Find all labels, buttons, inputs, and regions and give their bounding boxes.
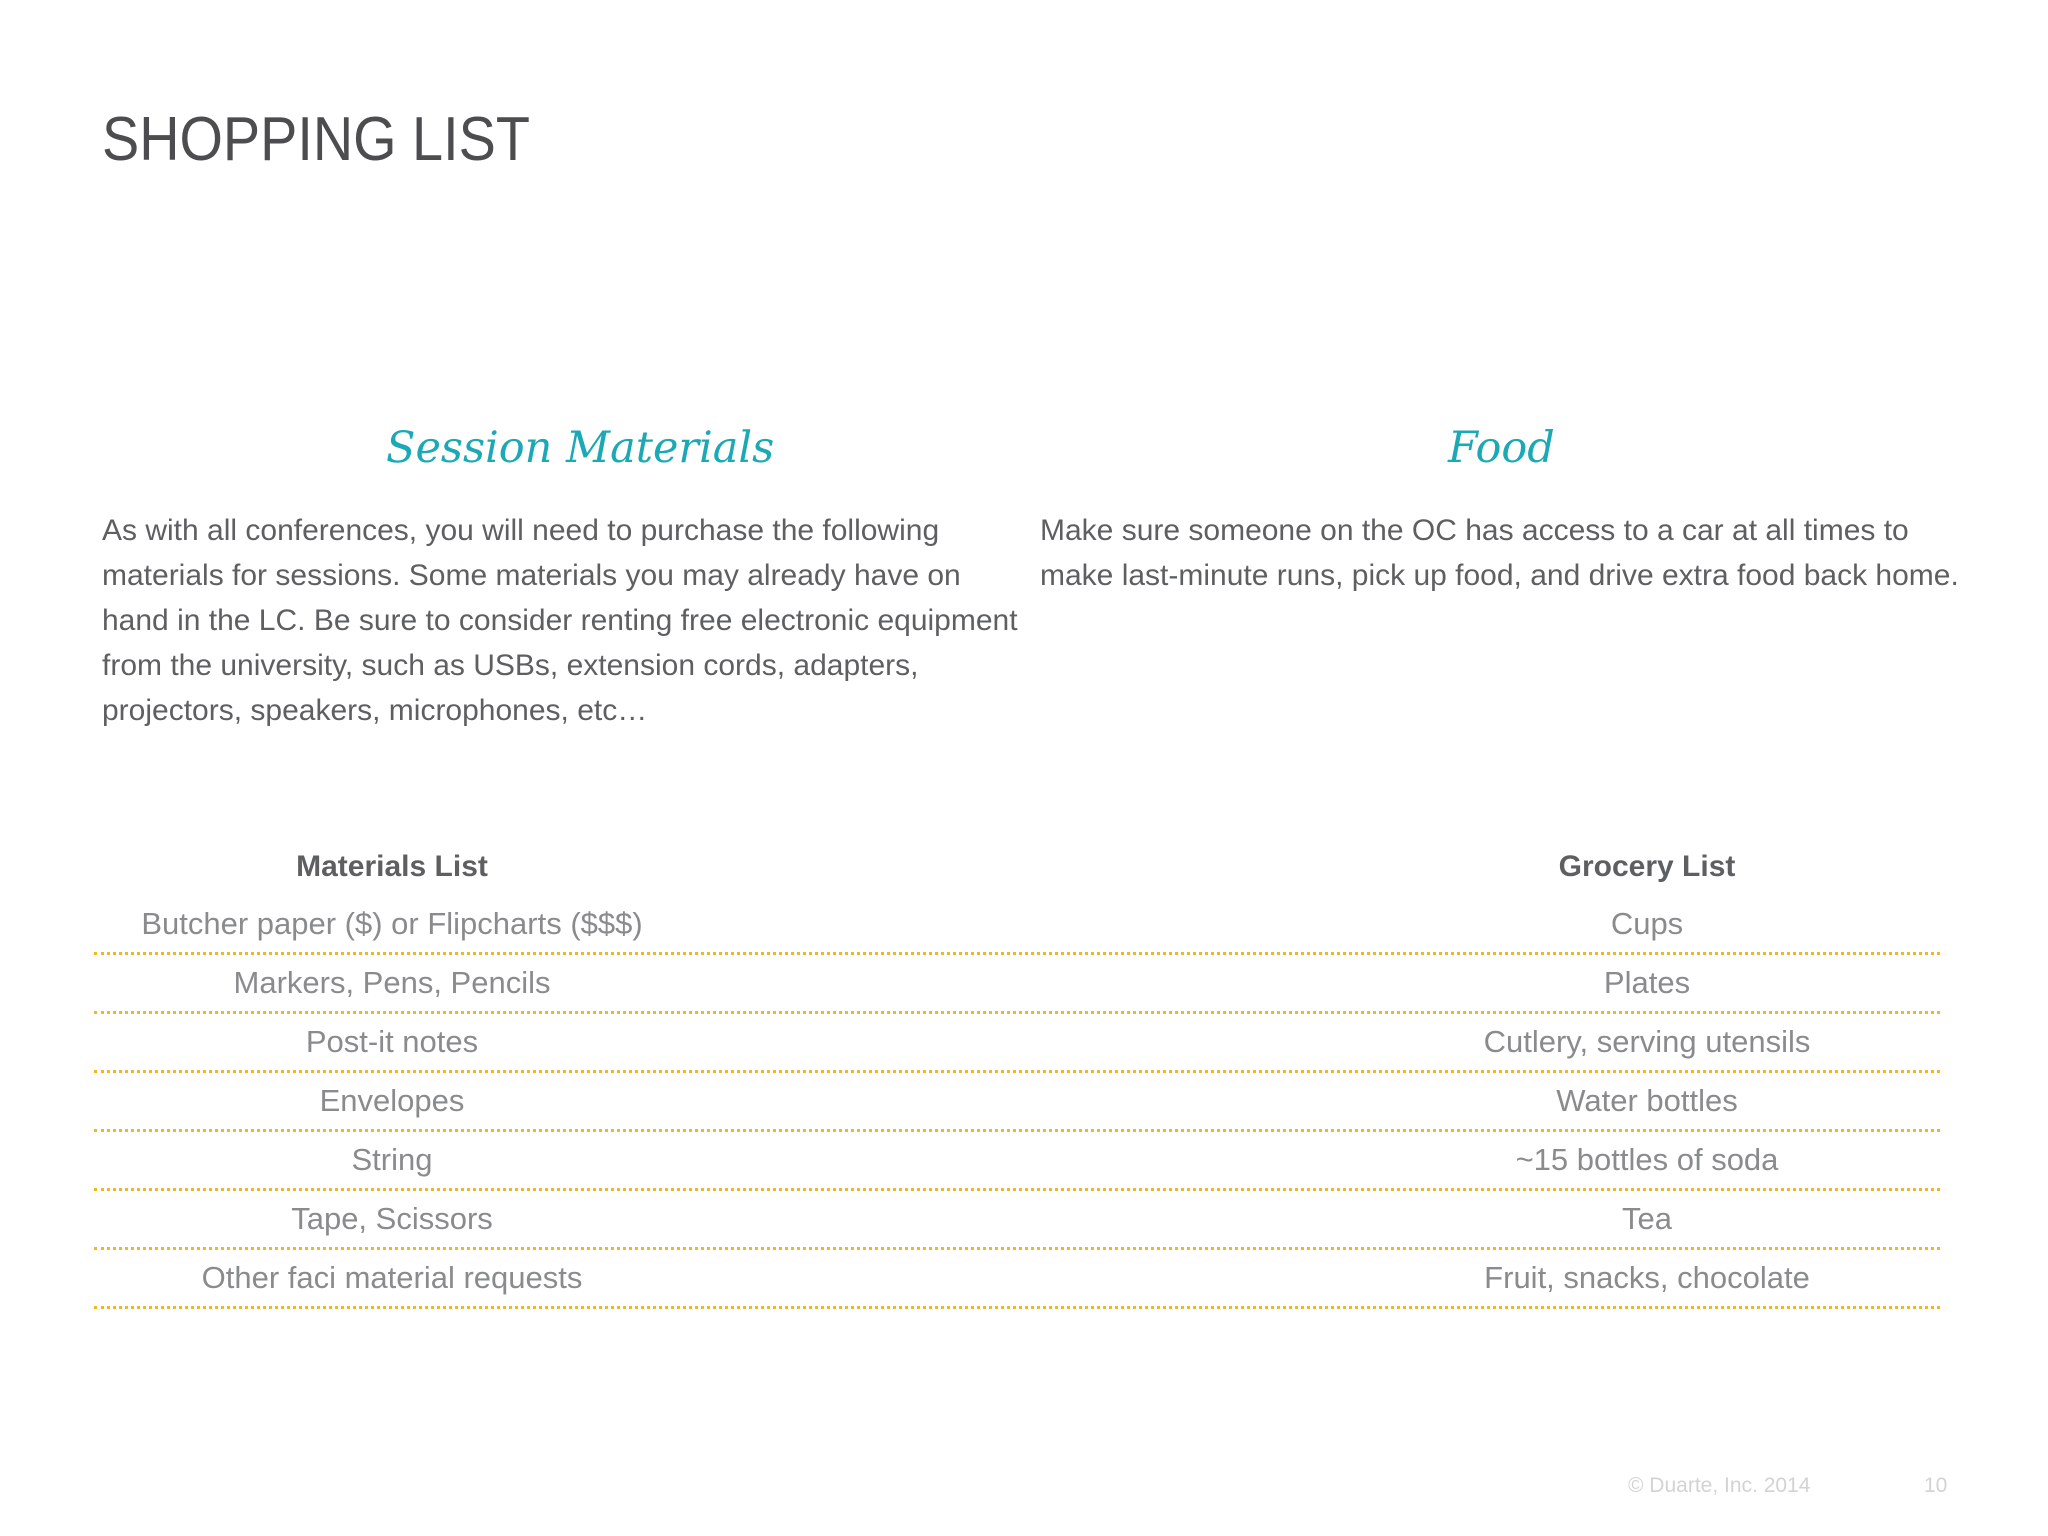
shopping-lists: [94, 838, 1940, 1309]
materials-list-header: Materials List: [296, 850, 488, 883]
material-item: Other faci material requests: [201, 1260, 583, 1295]
grocery-item: Cutlery, serving utensils: [1483, 1024, 1811, 1059]
material-item: Post-it notes: [305, 1024, 479, 1059]
list-row: [94, 955, 1940, 1014]
page-title: SHOPPING LIST: [102, 105, 530, 174]
list-row: [94, 1250, 1940, 1309]
material-item: Butcher paper ($) or Flipcharts ($$$): [141, 906, 643, 941]
list-row: [94, 896, 1940, 955]
session-materials-heading: Session Materials: [386, 423, 775, 473]
grocery-list-header: Grocery List: [1558, 850, 1736, 883]
lists-header-row: [94, 838, 1940, 896]
list-row: [94, 1191, 1940, 1250]
material-item: Tape, Scissors: [291, 1201, 493, 1236]
grocery-item: Water bottles: [1556, 1083, 1738, 1118]
footer-copyright: © Duarte, Inc. 2014: [1628, 1474, 1811, 1497]
list-row: [94, 1132, 1940, 1191]
food-heading: Food: [1448, 423, 1555, 473]
page-number: 10: [1924, 1474, 1948, 1497]
material-item: Envelopes: [319, 1083, 465, 1118]
food-body: Make sure someone on the OC has access to a car at all times to make last-minute runs, pick up food, and drive extra food back home.: [1040, 514, 1959, 592]
grocery-item: Fruit, snacks, chocolate: [1484, 1260, 1810, 1295]
grocery-item: Plates: [1603, 965, 1691, 1000]
session-materials-body: As with all conferences, you will need to purchase the following materials for sessions. Some materials you may already have on hand in the LC. Be sure to consider renting free electronic equipment from the university, such as USBs, extension cords, adapters, projectors, speakers, microphones, etc…: [102, 514, 1018, 727]
grocery-item: ~15 bottles of soda: [1515, 1142, 1779, 1177]
grocery-item: Cups: [1610, 906, 1684, 941]
list-row: [94, 1073, 1940, 1132]
grocery-item: Tea: [1622, 1201, 1672, 1236]
material-item: Markers, Pens, Pencils: [233, 965, 551, 1000]
material-item: String: [351, 1142, 433, 1177]
list-row: [94, 1014, 1940, 1073]
